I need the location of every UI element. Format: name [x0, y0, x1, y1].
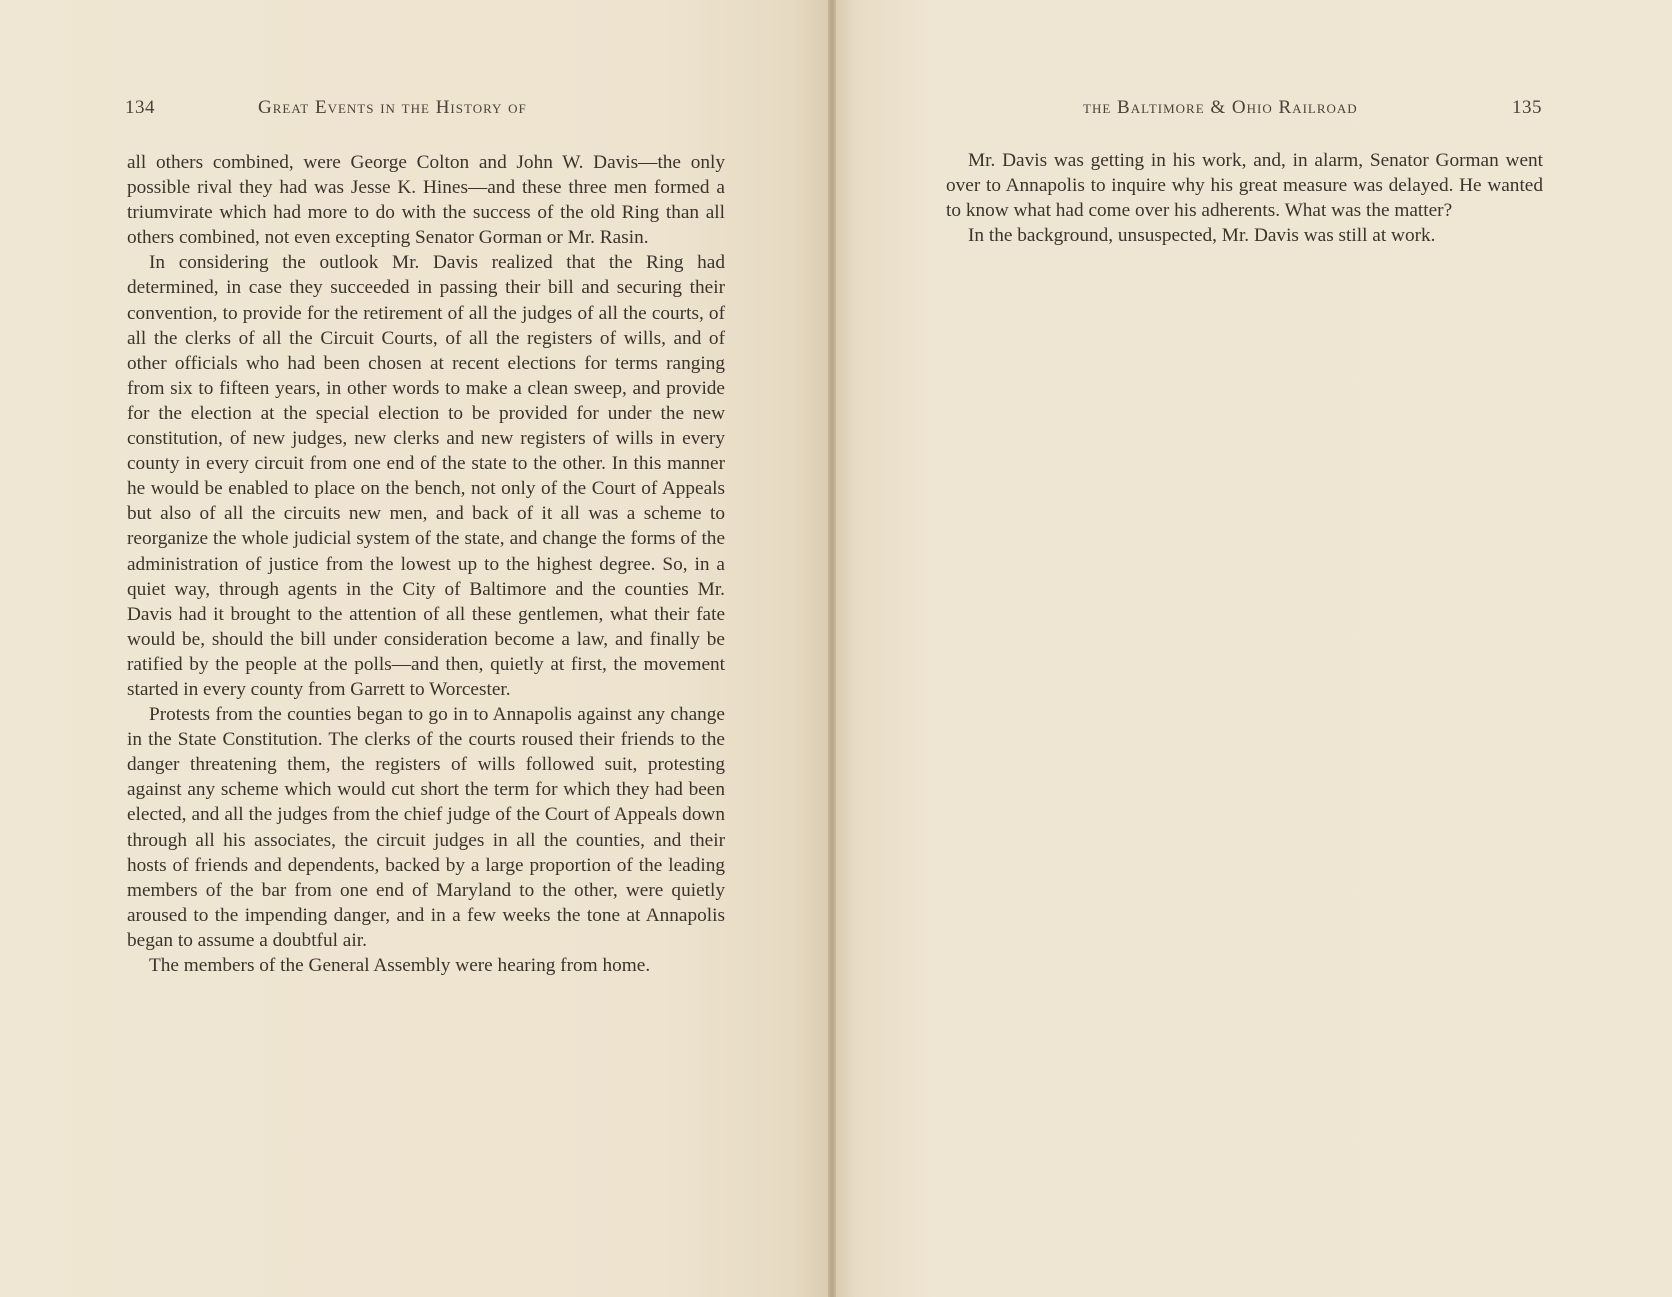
left-paragraph-1: all others combined, were George Colton and John W. Davis—the only possible rival they had was Jesse K. Hines—and these three men formed a triumvirate which had more to do with the success of the old Ring than all others combined, not even excepting Senator Gorman or Mr. Rasin.: [127, 152, 725, 249]
right-paragraph-1: Mr. Davis was getting in his work, and, in alarm, Senator Gorman went over to Annapolis to inquire why his great measure was delayed. He wanted to know what had come over his adherents. What was the matter?: [946, 150, 1543, 222]
left-paragraph-2: In considering the outlook Mr. Davis realized that the Ring had determined, in case they succeeded in passing their bill and securing their convention, to provide for the retirement of all the judges of all the courts, of all the clerks of all the Circuit Courts, of all the registers of wills, and of other officials who had been chosen at recent elections for terms ranging from six to fifteen years, in other words to make a clean sweep, and provide for the election at the special election to be provided for under the new constitution, of new judges, new clerks and new registers of wills in every county in every circuit from one end of the state to the other. In this manner he would be enabled to place on the bench, not only of the Court of Appeals but also of all the circuits new men, and back of it all was a scheme to reorganize the whole judicial system of the state, and change the forms of the administration of justice from the lowest up to the highest degree. So, in a quiet way, through agents in the City of Baltimore and the counties Mr. Davis had it brought to the attention of all these gentlemen, what their fate would be, should the bill under consideration become a law, and finally be ratified by the people at the polls—and then, quietly at first, the movement started in every county from Garrett to Worcester.: [127, 252, 725, 700]
left-paragraph-3: Protests from the counties began to go in to Annapolis against any change in the State Constitution. The clerks of the courts roused their friends to the danger threatening them, the registers of wills followed suit, protesting against any scheme which would cut short the term for which they had been elected, and all the judges from the chief judge of the Court of Appeals down through all his associates, the circuit judges in all the counties, and their hosts of friends and dependents, backed by a large proportion of the leading members of the bar from one end of Maryland to the other, were quietly aroused to the impending danger, and in a few weeks the tone at Annapolis began to assume a doubtful air.: [127, 704, 725, 951]
right-page-number: 135: [1512, 97, 1542, 118]
left-page: [0, 0, 832, 1297]
left-page-text: [127, 150, 725, 978]
left-paragraph-4: The members of the General Assembly were hearing from home.: [149, 955, 651, 976]
left-running-head: Great Events in the History of: [258, 97, 527, 118]
right-page-text: [946, 148, 1543, 248]
right-paragraph-2: In the background, unsuspected, Mr. Davis was still at work.: [968, 225, 1436, 247]
right-page: [832, 0, 1672, 1297]
right-running-head: the Baltimore & Ohio Railroad: [1083, 97, 1358, 118]
book-gutter: [828, 0, 836, 1297]
left-page-number: 134: [125, 97, 155, 118]
